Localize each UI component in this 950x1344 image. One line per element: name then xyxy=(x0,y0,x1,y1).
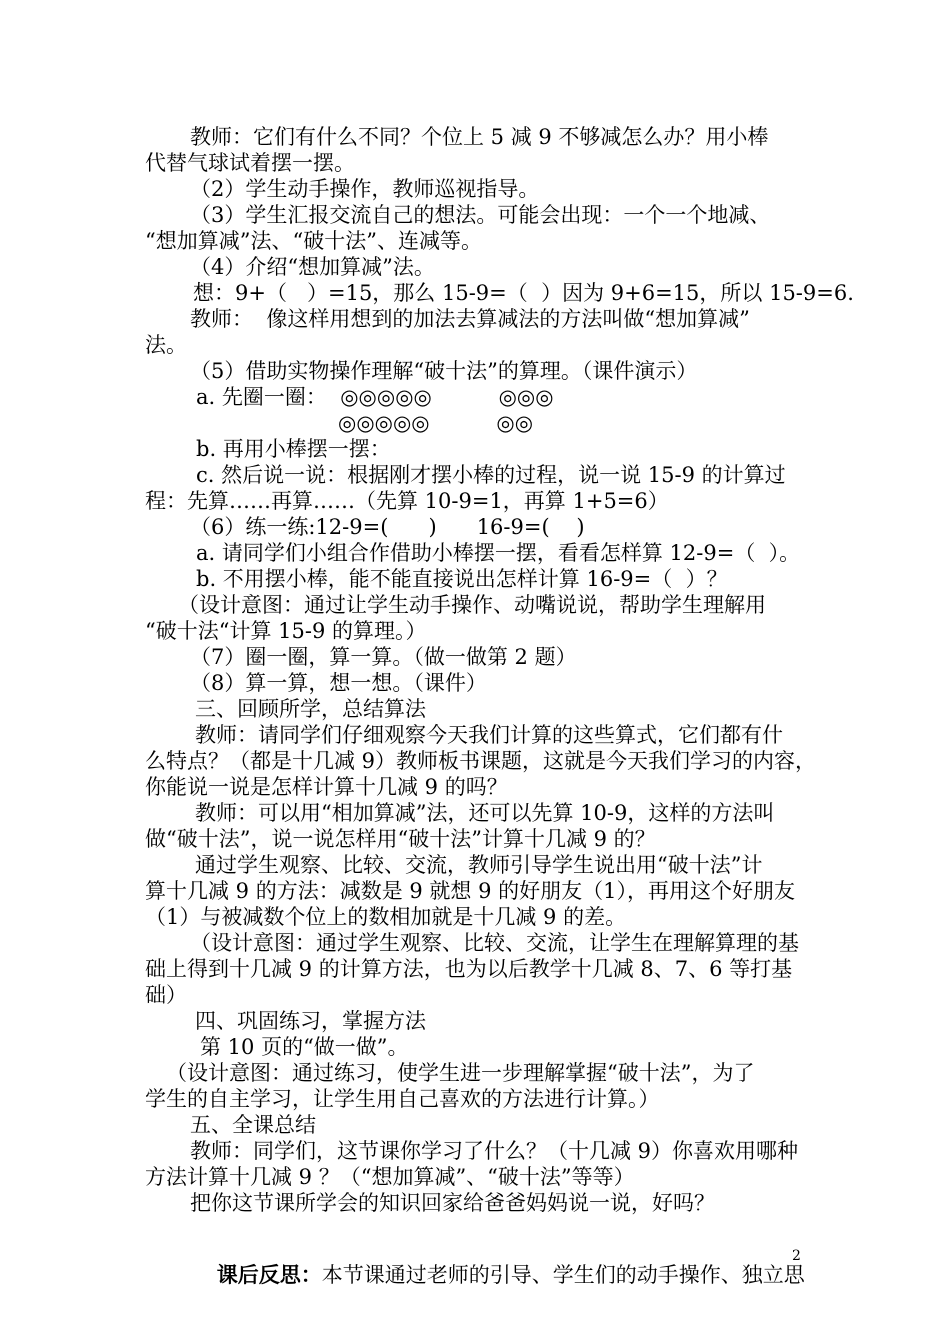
text-line: （8）算一算，想一想。（课件） xyxy=(190,671,487,695)
text-line: 法。 xyxy=(145,333,187,357)
text-line: 教师： 像这样用想到的加法去算减法的方法叫做“想加算减” xyxy=(190,307,750,331)
text-line: 程：先算……再算……（先算 10-9=1，再算 1+5=6） xyxy=(145,489,669,513)
text-line: （7）圈一圈，算一算。（做一做第 2 题） xyxy=(190,645,577,669)
text-line: 么特点？（都是十几减 9）教师板书课题，这就是今天我们学习的内容， xyxy=(145,749,817,773)
text-line: （1）与被减数个位上的数相加就是十几减 9 的差。 xyxy=(145,905,627,929)
text-line: “破十法“计算 15-9 的算理。） xyxy=(145,619,427,643)
text-line: 教师：同学们，这节课你学习了什么？（十几减 9）你喜欢用哪种 xyxy=(190,1139,799,1163)
text-line: （设计意图：通过练习，使学生进一步理解掌握“破十法”，为了 xyxy=(166,1061,755,1085)
text-line: 教师：可以用“相加算减”法，还可以先算 10-9，这样的方法叫 xyxy=(195,801,775,825)
text-line: 做“破十法”，说一说怎样用“破十法”计算十几减 9 的？ xyxy=(145,827,656,851)
text-line: ◎◎◎◎◎ ◎◎ xyxy=(338,411,534,435)
text-line: 把你这节课所学会的知识回家给爸爸妈妈说一说，好吗？ xyxy=(190,1191,715,1215)
page-number: 2 xyxy=(792,1248,801,1264)
text-line: 想：9+（ ）=15，那么 15-9=（ ）因为 9+6=15，所以 15-9=6. xyxy=(193,281,854,305)
text-line: （6）练一练:12-9=( ) 16-9=( ) xyxy=(190,515,585,539)
text-line: a. 先圈一圈： ◎◎◎◎◎ ◎◎◎ xyxy=(196,385,554,409)
text-line: 方法计算十几减 9 ？（“想加算减”、“破十法”等等） xyxy=(145,1165,635,1189)
text-line: a. 请同学们小组合作借助小棒摆一摆，看看怎样算 12-9=（ ）。 xyxy=(196,541,801,565)
text-line: 代替气球试着摆一摆。 xyxy=(145,151,355,175)
text-line: 学生的自主学习，让学生用自己喜欢的方法进行计算。） xyxy=(145,1087,660,1111)
text-line: 第 10 页的“做一做”。 xyxy=(200,1035,409,1059)
text-line: （2）学生动手操作，教师巡视指导。 xyxy=(190,177,540,201)
text-line: b. 不用摆小棒，能不能直接说出怎样计算 16-9=（ ）？ xyxy=(196,567,728,591)
text-line: “想加算减”法、“破十法”、连减等。 xyxy=(145,229,482,253)
text-line: 教师：请同学们仔细观察今天我们计算的这些算式，它们都有什 xyxy=(195,723,783,747)
text-line: （设计意图：通过学生观察、比较、交流，让学生在理解算理的基 xyxy=(190,931,799,955)
section-heading: 三、回顾所学，总结算法 xyxy=(195,697,426,721)
text-line: 你能说一说是怎样计算十几减 9 的吗？ xyxy=(145,775,508,799)
text-line: 础） xyxy=(145,983,187,1007)
text-line: （设计意图：通过让学生动手操作、动嘴说说，帮助学生理解用 xyxy=(178,593,766,617)
text-line: （5）借助实物操作理解“破十法”的算理。（课件演示） xyxy=(190,359,698,383)
text-line: （4）介绍“想加算减”法。 xyxy=(190,255,435,279)
text-line: c. 然后说一说：根据刚才摆小棒的过程，说一说 15-9 的计算过 xyxy=(196,463,786,487)
reflection-line xyxy=(190,1236,805,1314)
section-heading: 四、巩固练习，掌握方法 xyxy=(195,1009,426,1033)
text-line: 础上得到十几减 9 的计算方法，也为以后教学十几减 8、7、6 等打基 xyxy=(145,957,793,981)
text-line: b. 再用小棒摆一摆： xyxy=(196,437,391,461)
text-line: 通过学生观察、比较、交流，教师引导学生说出用“破十法”计 xyxy=(195,853,763,877)
text-line: （3）学生汇报交流自己的想法。可能会出现：一个一个地减、 xyxy=(190,203,771,227)
reflection-text: 本节课通过老师的引导、学生们的动手操作、独立思 xyxy=(321,1263,805,1287)
section-heading: 五、全课总结 xyxy=(190,1113,316,1137)
reflection-label: 课后反思： xyxy=(216,1262,322,1287)
text-line: 算十几减 9 的方法：减数是 9 就想 9 的好朋友（1），再用这个好朋友 xyxy=(145,879,795,903)
text-line: 教师：它们有什么不同？个位上 5 减 9 不够减怎么办？用小棒 xyxy=(190,125,769,149)
